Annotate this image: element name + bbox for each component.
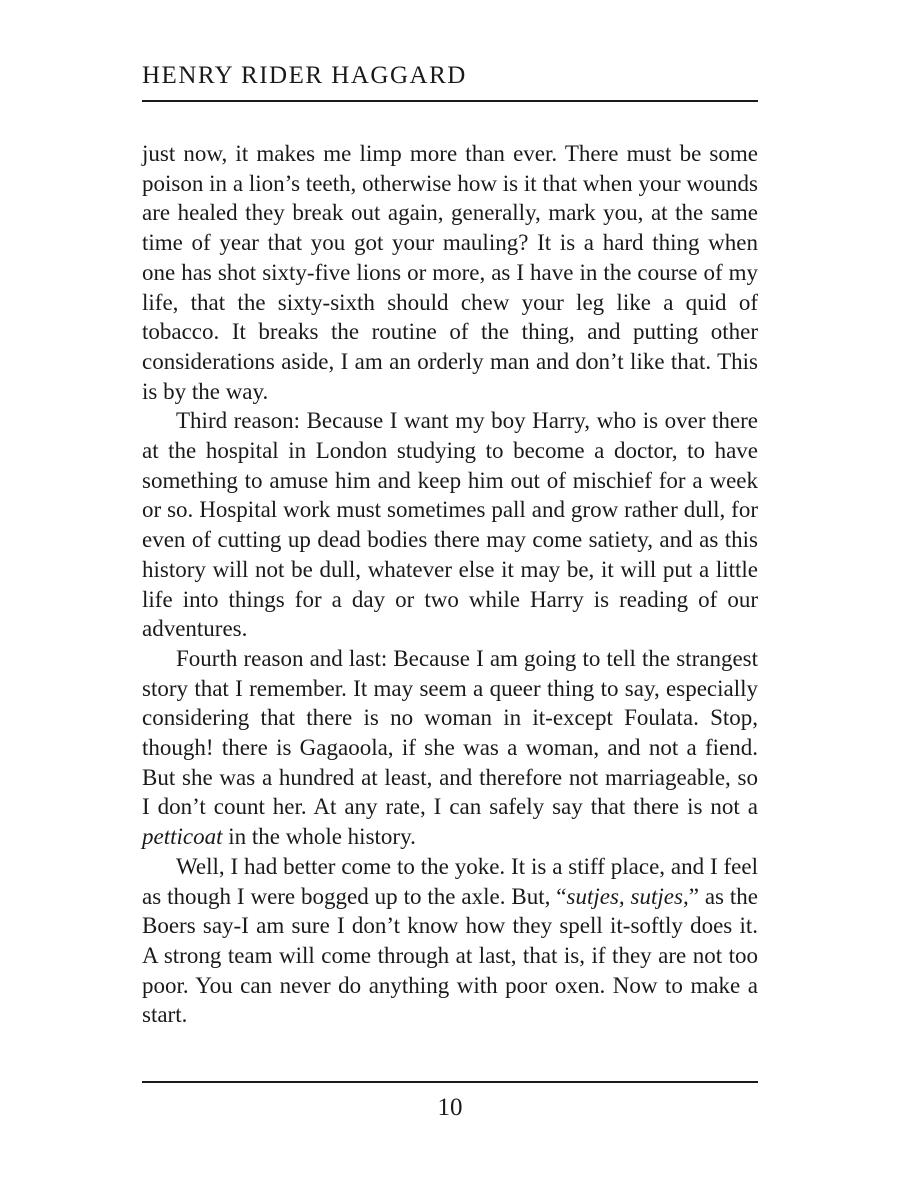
header-rule bbox=[142, 100, 758, 102]
paragraph-2: Third reason: Because I want my boy Harry, who is over there at the hospital in London studying to become a doctor, to have something to amuse him and keep him out of mischief for a week or so. Hospital work must sometimes pall and grow rather dull, for even of cutting up dead bodies there may come satiety, and as this history will not be dull, whatever else it may be, it will put a little life into things for a day or two while Harry is reading of our adventures. bbox=[142, 408, 758, 642]
footer-rule bbox=[142, 1081, 758, 1083]
running-header: HENRY RIDER HAGGARD bbox=[142, 62, 467, 89]
italic-petticoat: petticoat bbox=[142, 824, 223, 850]
italic-sutjes: sutjes, sutjes, bbox=[566, 883, 689, 909]
body-text bbox=[142, 139, 758, 1030]
paragraph-3: Fourth reason and last: Because I am going to tell the strangest story that I remember. It may seem a queer thing to say, especially considering that there is no woman in it-except Foulata. Stop, though! there is Gagaoola, if she was a woman, and not a fiend. But she was a hundred at least, and therefore not marriageable, so I don’t count her. At any rate, I can safely say that there is not a petticoat in the whole history. bbox=[142, 645, 758, 850]
page-number: 10 bbox=[437, 1094, 463, 1121]
paragraph-4: Well, I had better come to the yoke. It is a stiff place, and I feel as though I were bogged up to the axle. But, “sutjes, sutjes,” as the Boers say-I am sure I don’t know how they spell it-softly does it. A strong team will come through at last, that is, if they are not too poor. You can never do anything with poor oxen. Now to make a start. bbox=[142, 853, 759, 1028]
paragraph-1: just now, it makes me limp more than ever. There must be some poison in a lion’s teeth, otherwise how is it that when your wounds are healed they break out again, generally, mark you, at the same time of year that you got your mauling? It is a hard thing when one has shot sixty-five lions or more, as I have in the course of my life, that the sixty-sixth should chew your leg like a quid of tobacco. It breaks the routine of the thing, and putting other considerations aside, I am an orderly man and don’t like that. This is by the way. bbox=[142, 141, 758, 404]
